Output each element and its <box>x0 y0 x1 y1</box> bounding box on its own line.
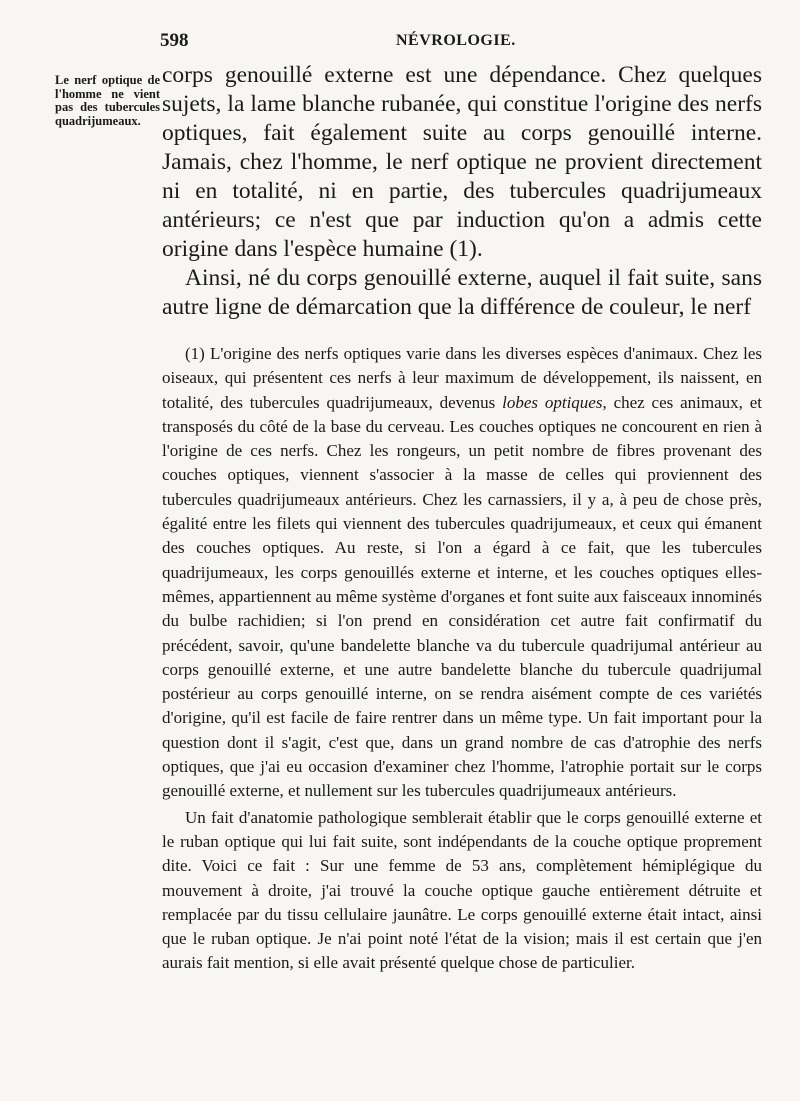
footnote-paragraph <box>162 342 762 804</box>
margin-note: Le nerf optique de l'homme ne vient pas des tubercules quadrijumeaux. <box>55 73 160 128</box>
footnote-text: , chez ces animaux, et transposés du côté de la base du cerveau. Les couches optiques ne concourent en rien à l'origine de ces nerfs. Chez les rongeurs, un petit nombre de fibres provenant des couches optiques, viennent s'associer à la masse de celles qui proviennent des tubercules quadrijumeaux antérieurs. Chez les carnassiers, il y a, à peu de chose près, égalité entre les filets qui viennent des tubercules quadrijumeaux, et ceux qui émanent des couches optiques. Au reste, si l'on a égard à ce fait, que les tubercules quadrijumeaux, les corps genouillés externe et interne, et les couches optiques elles-mêmes, appartiennent au même système d'organes et font suite aux faisceaux innominés du bulbe rachidien; si l'on prend en considération cet autre fait confirmatif du précédent, savoir, qu'une bandelette blanche va du tubercule quadrijumal antérieur au corps genouillé externe, et une autre bandelette blanche du tubercule quadrijumal postérieur au corps genouillé interne, on se rendra aisément compte de ces variétés d'origine, qu'il est facile de faire rentrer dans un même type. Un fait important pour la question dont il s'agit, c'est que, dans un grand nombre de cas d'atrophie des nerfs optiques, que j'ai eu occasion d'examiner chez l'homme, l'atrophie portait sur le corps genouillé externe, et nullement sur les tubercules quadrijumeaux antérieurs. <box>162 392 762 801</box>
page-number: 598 <box>160 30 189 51</box>
footnote-paragraph: Un fait d'anatomie pathologique semblerait établir que le corps genouillé externe et le ruban optique qui lui fait suite, sont indépendants de la couche optique proprement dite. Voici ce fait : Sur une femme de 53 ans, complètement hémiplégique du mouvement à droite, j'ai trouvé la couche optique gauche entièrement détruite et remplacée par du tissu cellulaire jaunâtre. Le corps genouillé externe était intact, ainsi que le ruban optique. Je n'ai point noté l'état de la vision; mais il est certain que j'en aurais fait mention, si elle avait présenté quelque chose de particulier. <box>162 807 762 973</box>
italic-term: lobes optiques <box>502 392 603 412</box>
page-header <box>160 30 740 54</box>
body-paragraph: Ainsi, né du corps genouillé externe, auquel il fait suite, sans autre ligne de démarcation que la différence de couleur, le nerf <box>162 265 762 320</box>
footnote-text: (1) L'origine des nerfs optiques varie dans les diverses espèces d'animaux. Chez les oiseaux, qui présentent ces nerfs à leur maximum de développement, ils naissent, en totalité, des tubercules quadrijumeaux, devenus <box>162 344 762 412</box>
footnote <box>162 342 762 976</box>
body-paragraph: corps genouillé externe est une dépendance. Chez quelques sujets, la lame blanche rubanée, qui constitue l'origine des nerfs optiques, fait également suite au corps genouillé interne. Jamais, chez l'homme, le nerf optique ne provient directement ni en totalité, ni en partie, des tubercules quadrijumeaux antérieurs; ce n'est que par induction qu'on a admis cette origine dans l'espèce humaine (1). <box>162 62 762 262</box>
running-title: NÉVROLOGIE. <box>396 32 516 49</box>
main-text <box>162 61 762 322</box>
